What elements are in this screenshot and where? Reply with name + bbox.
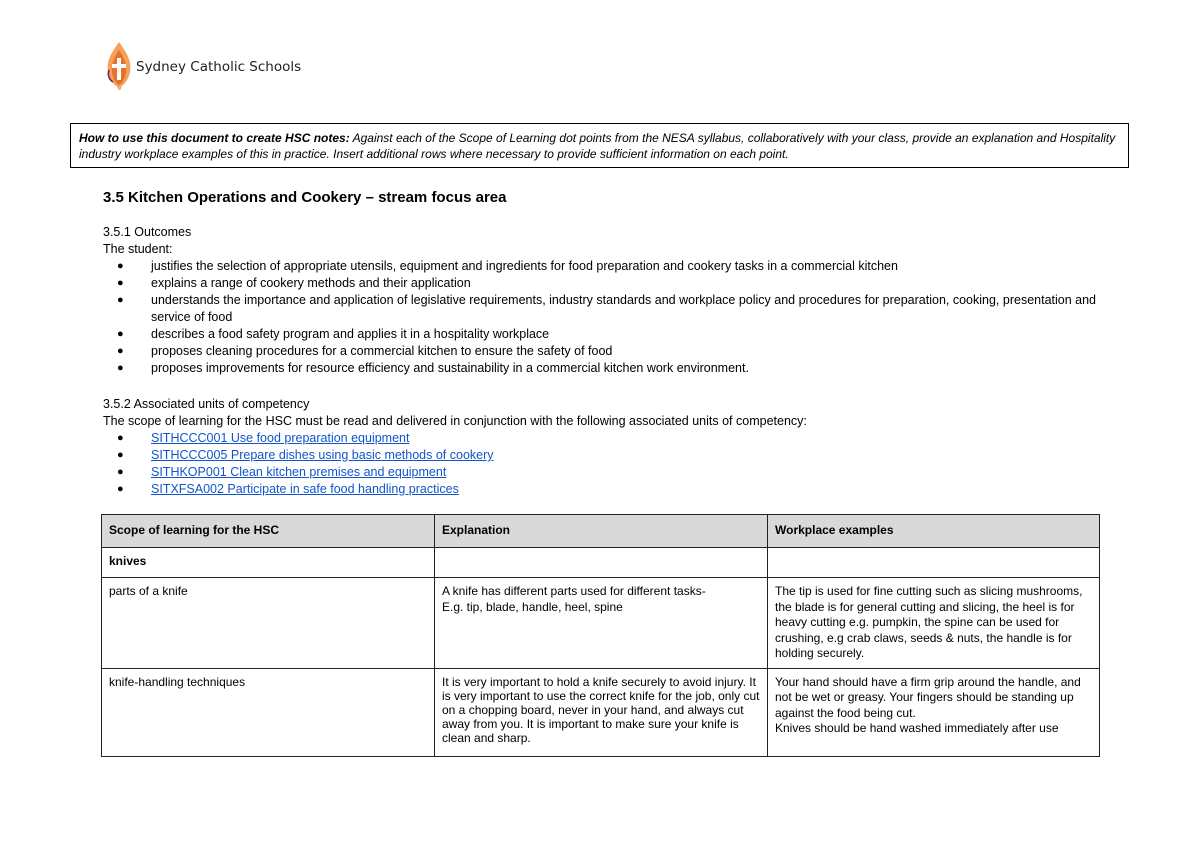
outcomes-list — [103, 258, 1133, 377]
bullet-icon: ● — [117, 345, 124, 357]
list-item — [103, 275, 1133, 292]
units-title: 3.5.2 Associated units of competency — [103, 397, 310, 411]
list-item — [103, 326, 1133, 343]
unit-link-sithkop001[interactable]: SITHKOP001 Clean kitchen premises and equipment — [151, 465, 447, 479]
list-item — [103, 360, 1133, 377]
logo-text: Sydney Catholic Schools — [136, 59, 302, 75]
outcome-text: proposes cleaning procedures for a commercial kitchen to ensure the safety of food — [151, 344, 613, 358]
outcome-text: explains a range of cookery methods and their application — [151, 276, 471, 290]
units-list — [103, 430, 1133, 498]
bullet-icon: ● — [117, 483, 124, 495]
explanation-cell: A knife has different parts used for different tasks- E.g. tip, blade, handle, heel, spine — [435, 578, 768, 669]
scope-table — [101, 514, 1100, 757]
flame-cross-icon — [104, 40, 134, 92]
bullet-icon: ● — [117, 277, 124, 289]
empty-cell — [435, 548, 768, 578]
unit-link-sithccc005[interactable]: SITHCCC005 Prepare dishes using basic methods of cookery — [151, 448, 494, 462]
header-scope: Scope of learning for the HSC — [102, 515, 435, 548]
list-item — [103, 430, 1133, 447]
units-section — [103, 396, 1133, 498]
howto-text: Against each of the Scope of Learning dot points from the NESA syllabus, collaboratively with your class, provide an explanation and Hospitality industry workplace examples of this in practice. Insert additional rows where necessary to provide sufficient information on each point. — [79, 131, 1116, 161]
table-row — [102, 668, 1100, 756]
logo — [104, 40, 301, 92]
page-title: 3.5 Kitchen Operations and Cookery – stream focus area — [103, 189, 507, 206]
header-explanation: Explanation — [435, 515, 768, 548]
outcomes-section — [103, 224, 1133, 377]
scope-cell: parts of a knife — [102, 578, 435, 669]
howto-label: How to use this document to create HSC notes: — [79, 131, 350, 145]
table-section-row — [102, 548, 1100, 578]
examples-cell: The tip is used for fine cutting such as slicing mushrooms, the blade is for general cutting and slicing, the heel is for heavy cutting e.g. pumpkin, the spine can be used for crushing, e.g crab claws, seeds & nuts, the handle is for holding securely. — [768, 578, 1100, 669]
bullet-icon: ● — [117, 466, 124, 478]
outcomes-title: 3.5.1 Outcomes — [103, 225, 192, 239]
section-label: knives — [102, 548, 435, 578]
list-item — [103, 481, 1133, 498]
list-item — [103, 292, 1133, 326]
table-header-row — [102, 515, 1100, 548]
table-row — [102, 578, 1100, 669]
bullet-icon: ● — [117, 362, 124, 374]
header-examples: Workplace examples — [768, 515, 1100, 548]
examples-cell: Your hand should have a firm grip around the handle, and not be wet or greasy. Your fingers should be standing up against the food being cut. Knives should be hand washed immediately after use — [768, 668, 1100, 756]
empty-cell — [768, 548, 1100, 578]
bullet-icon: ● — [117, 294, 124, 306]
bullet-icon: ● — [117, 432, 124, 444]
list-item — [103, 464, 1133, 481]
list-item — [103, 343, 1133, 360]
outcomes-intro: The student: — [103, 242, 173, 256]
list-item — [103, 258, 1133, 275]
howto-box — [70, 123, 1129, 168]
outcome-text: understands the importance and application of legislative requirements, industry standards and workplace policy and procedures for preparation, cooking, presentation and service of food — [151, 293, 1097, 324]
list-item — [103, 447, 1133, 464]
bullet-icon: ● — [117, 449, 124, 461]
units-intro: The scope of learning for the HSC must be read and delivered in conjunction with the following associated units of competency: — [103, 414, 807, 428]
unit-link-sitxfsa002[interactable]: SITXFSA002 Participate in safe food handling practices — [151, 482, 459, 496]
scope-cell: knife-handling techniques — [102, 668, 435, 756]
outcome-text: justifies the selection of appropriate utensils, equipment and ingredients for food preparation and cookery tasks in a commercial kitchen — [151, 259, 898, 273]
unit-link-sithccc001[interactable]: SITHCCC001 Use food preparation equipment — [151, 431, 410, 445]
outcome-text: describes a food safety program and applies it in a hospitality workplace — [151, 327, 550, 341]
explanation-cell: It is very important to hold a knife securely to avoid injury. It is very important to use the correct knife for the job, only cut on a chopping board, never in your hand, and always cut away from you. It is important to make sure your knife is clean and sharp. — [435, 668, 768, 756]
bullet-icon: ● — [117, 260, 124, 272]
bullet-icon: ● — [117, 328, 124, 340]
outcome-text: proposes improvements for resource efficiency and sustainability in a commercial kitchen work environment. — [151, 361, 749, 375]
